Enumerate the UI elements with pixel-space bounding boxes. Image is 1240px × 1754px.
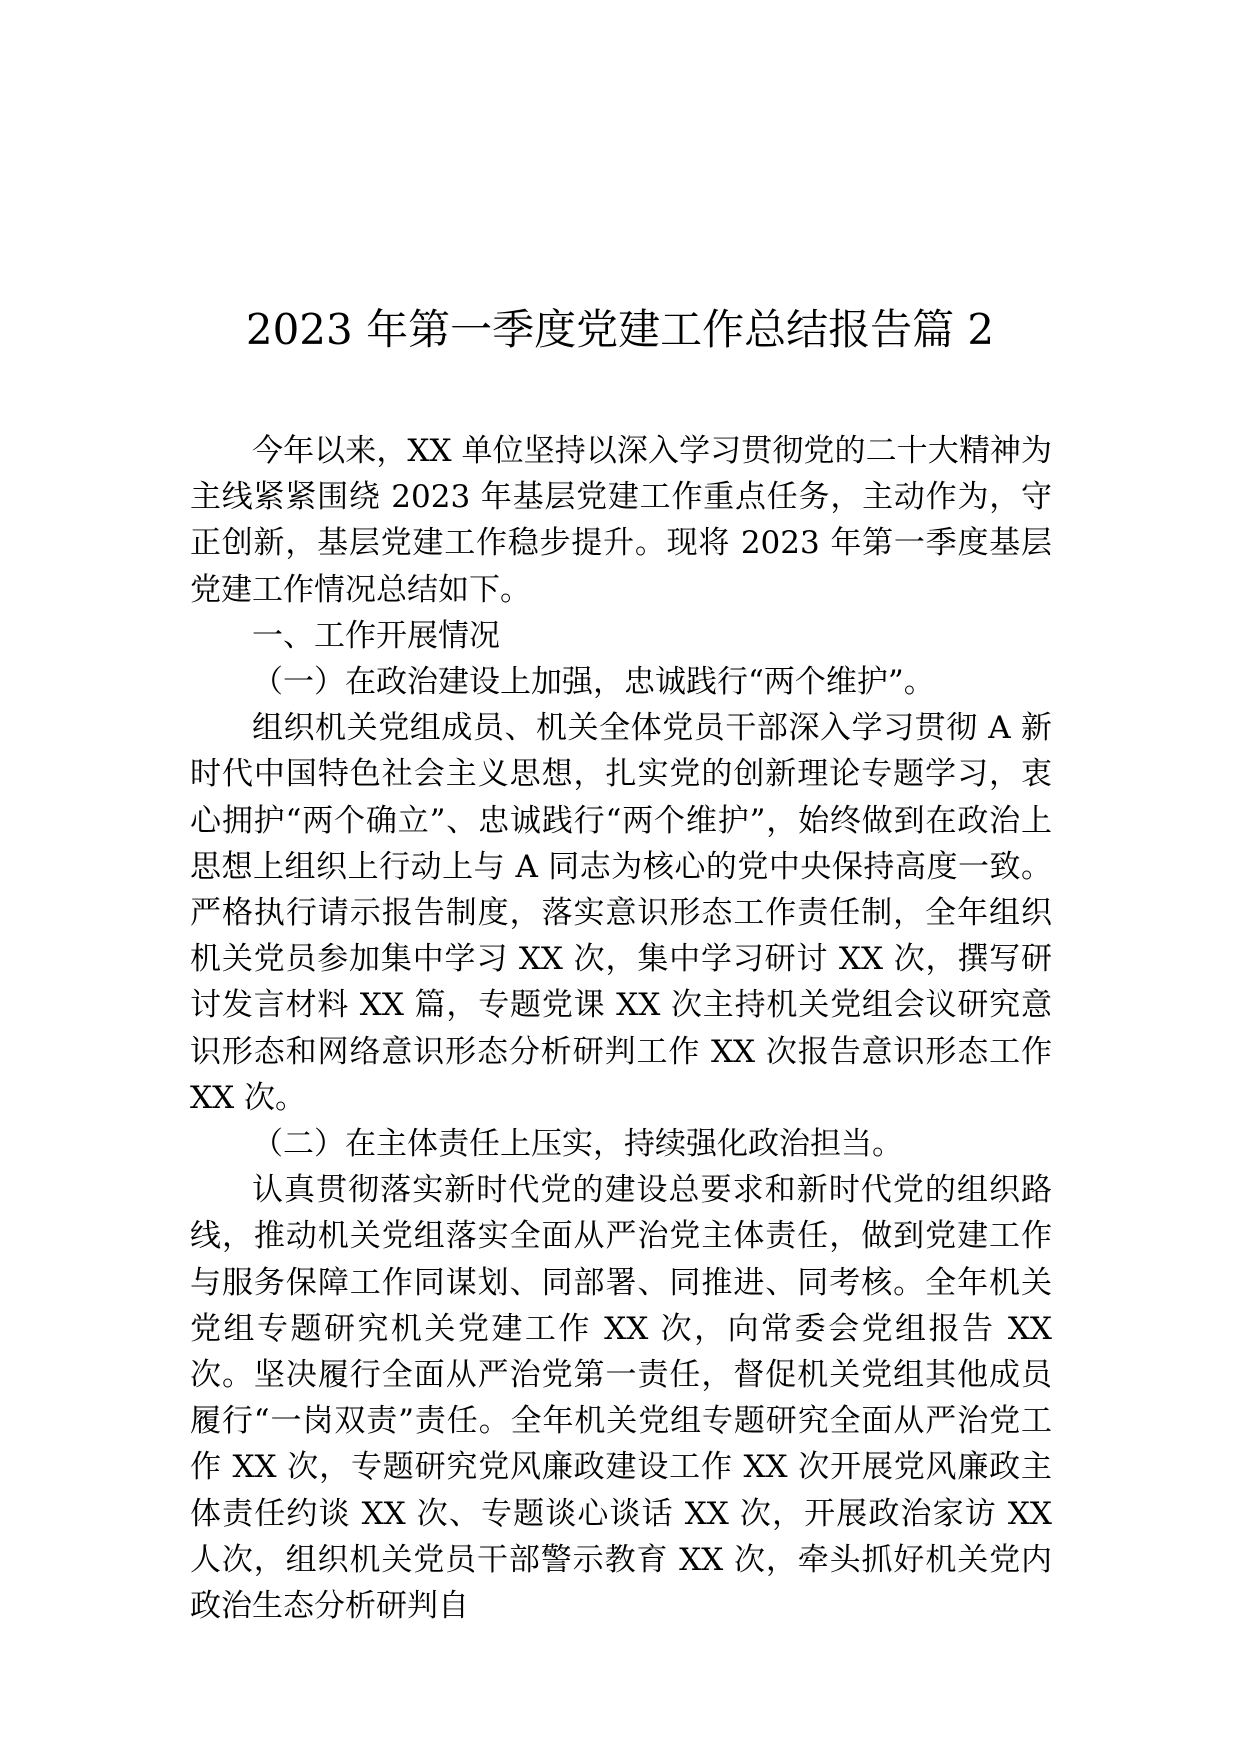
subsection-heading-political-building: （一）在政治建设上加强，忠诚践行“两个维护”。	[252, 664, 935, 701]
paragraph-main-responsibility: 认真贯彻落实新时代党的建设总要求和新时代党的组织路线，推动机关党组落实全面从严治党主体责任，做到党建工作与服务保障工作同谋划、同部署、同推进、同考核。全年机关党组专题研究机关党建工作 XX 次，向常委会党组报告 XX 次。坚决履行全面从严治党第一责任，督促机关党组其他成员履行“一岗双责”责任。全年机关党组专题研究全面从严治党工作 XX 次，专题研究党风廉政建设工作 XX 次开展党风廉政主体责任约谈 XX 次、专题谈心谈话 XX 次，开展政治家访 XX 人次，组织机关党员干部警示教育 XX 次，牵头抓好机关党内政治生态分析研判自	[190, 1172, 1052, 1625]
paragraph-intro: 今年以来，XX 单位坚持以深入学习贯彻党的二十大精神为主线紧紧围绕 2023 年基层党建工作重点任务，主动作为，守正创新，基层党建工作稳步提升。现将 2023 年第一季度基层党建工作情况总结如下。	[190, 433, 1052, 608]
subsection-heading-main-responsibility: （二）在主体责任上压实，持续强化政治担当。	[252, 1126, 903, 1163]
paragraph-political-building: 组织机关党组成员、机关全体党员干部深入学习贯彻 A 新时代中国特色社会主义思想，扎实党的创新理论专题学习，衷心拥护“两个确立”、忠诚践行“两个维护”，始终做到在政治上思想上组织上行动上与 A 同志为核心的党中央保持高度一致。严格执行请示报告制度，落实意识形态工作责任制，全年组织机关党员参加集中学习 XX 次，集中学习研讨 XX 次，撰写研讨发言材料 XX 篇，专题党课 XX 次主持机关党组会议研究意识形态和网络意识形态分析研判工作 XX 次报告意识形态工作 XX 次。	[190, 710, 1052, 1116]
section-heading-work-status: 一、工作开展情况	[252, 617, 500, 654]
document-body	[190, 428, 1052, 1629]
document-title: 2023 年第一季度党建工作总结报告篇 2	[245, 305, 995, 354]
